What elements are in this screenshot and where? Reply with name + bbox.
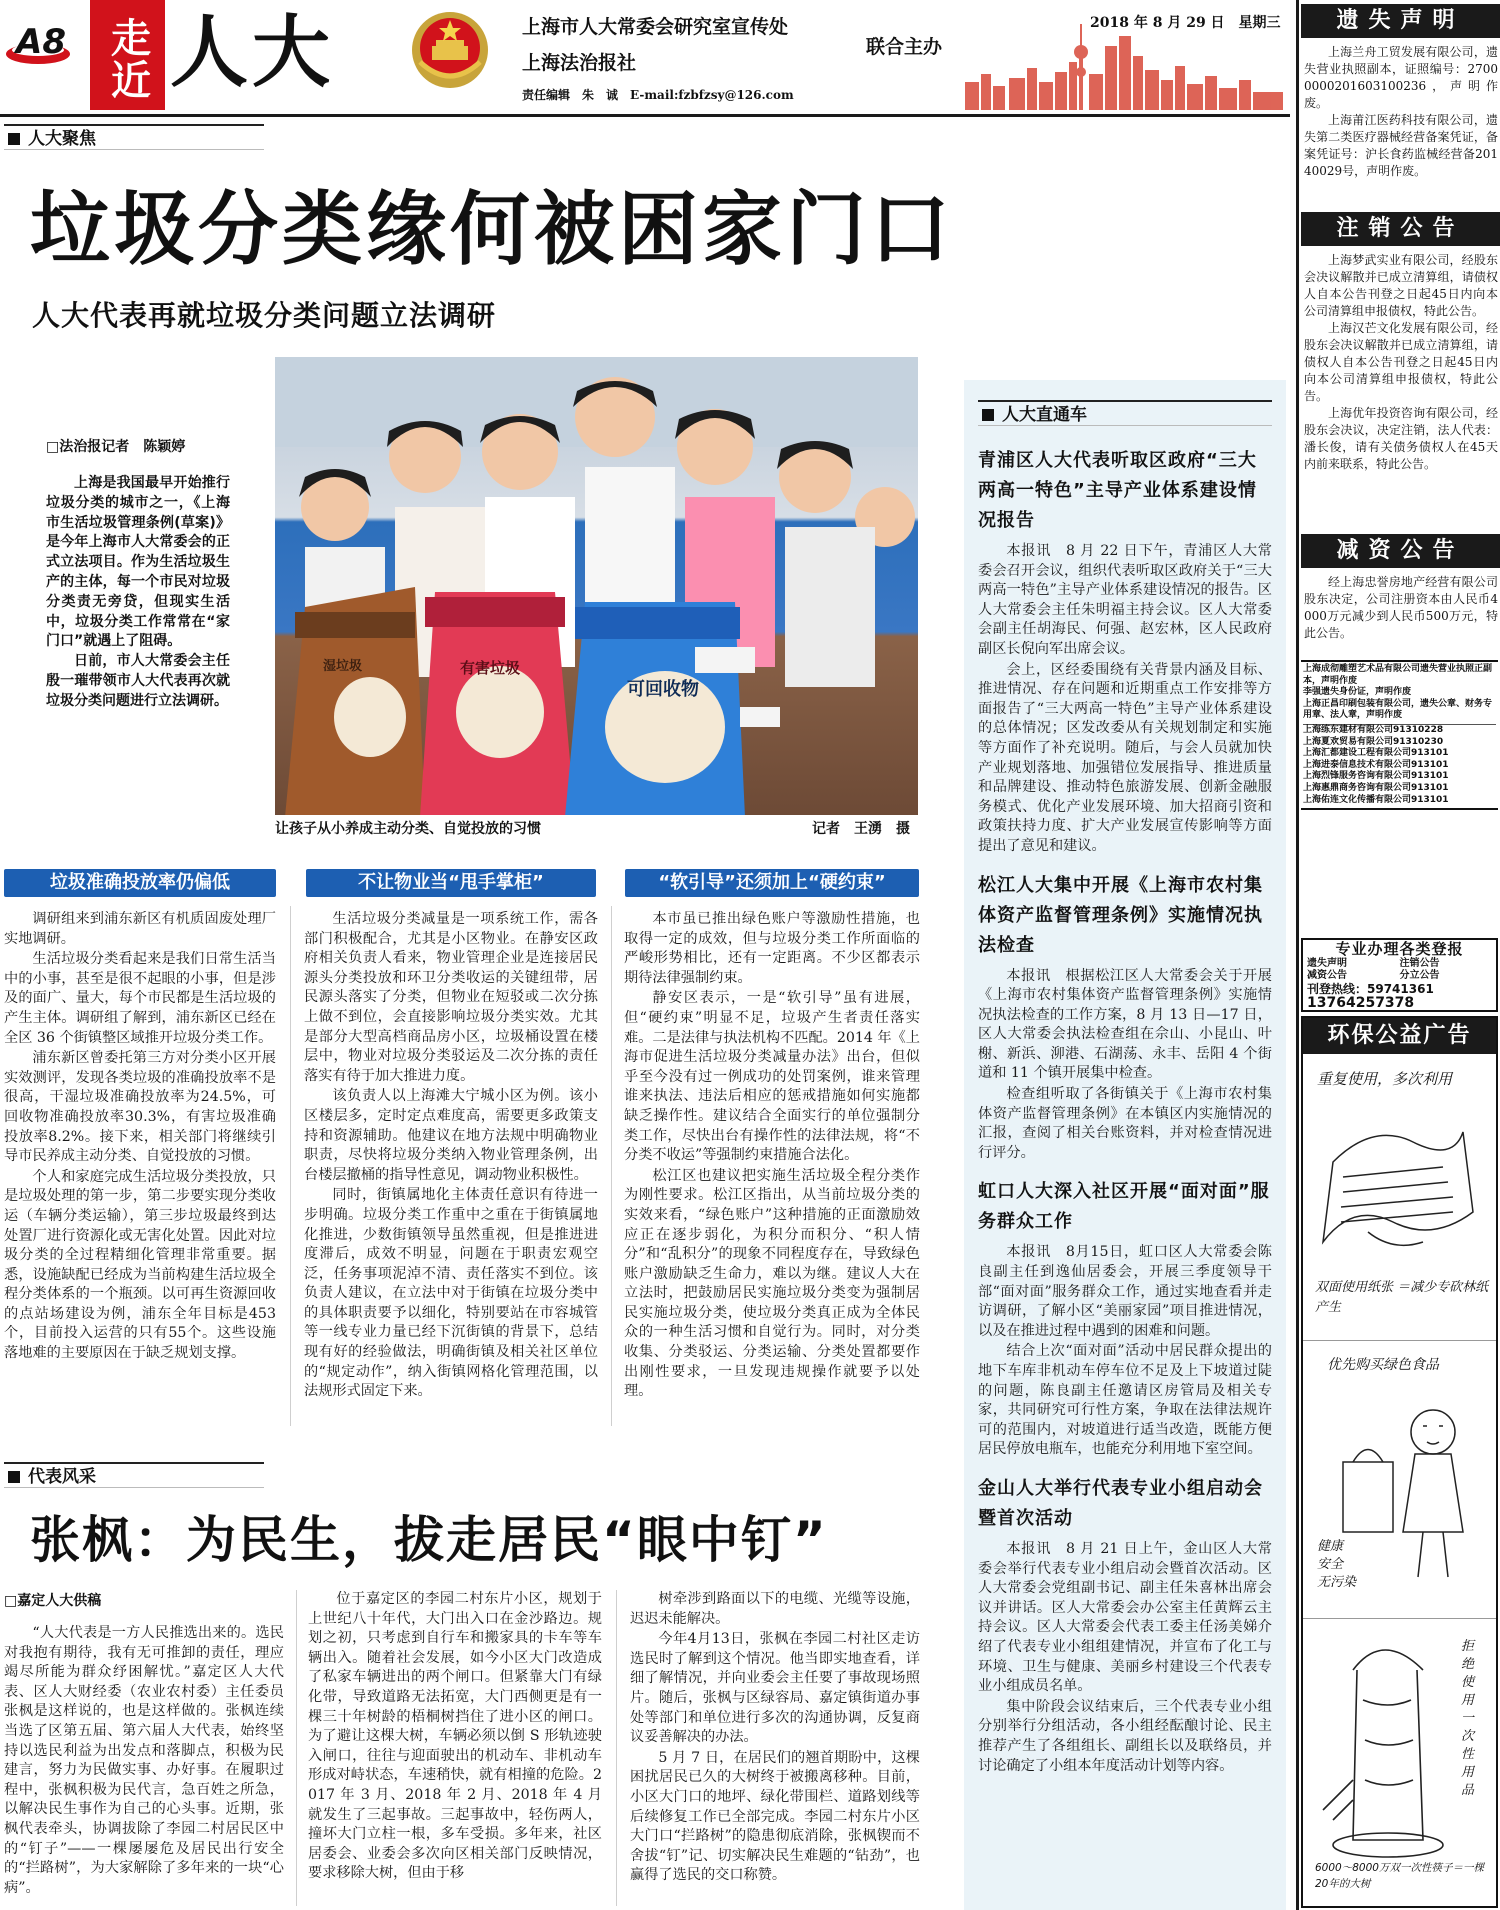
article-paragraph: 生活垃圾分类减量是一项系统工作，需各部门积极配合，尤其是小区物业。在静安区政府相关负责人看来，物业管理企业是连接居民源头分类投放和环卫分类收运的关键纽带，居民源头落实了分类，但物业在短驳或二次分拣上做不到位，会直接影响垃圾分类实效。尤其是部分大型高档商品房小区，垃圾桶设置在楼层中，物业对垃圾分类驳运及二次分拣的责任落实有待于加大推进力度。 — [304, 911, 598, 1084]
agency-ad-item: 分立公告 — [1399, 970, 1440, 981]
eco-ad — [1301, 1016, 1498, 1908]
eco-caption: 优先购买绿色食品 — [1327, 1357, 1439, 1373]
agency-ad-items — [1303, 958, 1496, 982]
classified-item: 上海成彻雕塑艺术品有限公司遗失营业执照正副本，声明作废 — [1303, 664, 1493, 686]
news-item-title: 松江人大集中开展《上海市农村集体资产监督管理条例》实施情况执法检查 — [978, 874, 1263, 956]
article-paragraph: 本报讯 8 月 21 日上午，金山区人大常委会举行代表专业小组启动会暨首次活动。区人大常委会党组副书记、副主任朱喜林出席会议并讲话。区人大常委会办公室主任黄辉云主持会议。区人大常委会代表工委主任汤美娣介绍了代表专业小组组建情况，并宣布了化工与环境、卫生与健康、美丽乡村建设三个代表专业小组成员名单。 — [978, 1540, 1272, 1695]
subhead-property: 不让物业当“甩手掌柜” — [306, 869, 596, 897]
article-paragraph: 同时，街镇属地化主体责任意识有待进一步明确。垃圾分类工作重中之重在于街镇属地化推进，少数街镇领导虽然重视，但是推进进度滞后，成效不明显，问题在于职责宏观空泛，任务事项泥淖不清、责任落实不到位。该负责人建议，在立法中对于街镇在垃圾分类中的具体职责要予以细化，特别要站在市容城管等一线专业力量已经下沉街镇的背景下，总结现有好的经验做法，明确街镇及相关社区单位的“规定动作”，纳入街镇网格化管理范围，以法规形式固定下来。 — [304, 1187, 598, 1400]
article-paragraph: “人大代表是一方人民推选出来的。选民对我抱有期待，我有无可推卸的责任，理应竭尽所能为群众纾困解忧。”嘉定区人大代表、区人大财经委（农业农村委）主任委员张枫是这样说的，也是这样做的。张枫连续当选了区第五届、第六届人大代表，始终坚持以选民利益为出发点和落脚点，积极为民建言，努力为民做实事、办好事。在履职过程中，张枫积极为民代言，急百姓之所急，以解决民生事作为自己的心头事。近期，张枫代表牵头，协调拔除了李园二村居民区中的“钉子”——一棵屡屡危及居民出行安全的“拦路树”，为大家解除了多年来的一块“心病”。 — [4, 1625, 284, 1896]
lead-column-1 — [4, 910, 276, 1365]
bin-label-recyclable: 可回收物 — [627, 679, 699, 700]
lead-intro — [46, 474, 230, 712]
article-paragraph: 5 月 7 日，在居民们的翘首期盼中，这棵困扰居民已久的大树终于被搬离移种。目前，小区大门口的地坪、绿化带围栏、道路划线等后续修复工作已全部完成。李园二村东片小区大门口“拦路树”的隐患彻底消除，张枫锲而不舍拔“钉”记、切实解决民生难题的“钻劲”，也赢得了选民的交口称赞。 — [630, 1749, 920, 1884]
news-item — [978, 1474, 1272, 1776]
classified-item: 上海进泰信息技术有限公司913101 — [1303, 759, 1449, 770]
lead-headline: 垃圾分类缘何被困家门口 — [30, 183, 954, 276]
article-paragraph: 本报讯 根据松江区人大常委会关于开展《上海市农村集体资产监督管理条例》实施情况执法检查的工作方案，8 月 13 日—17 日，区人大常委会执法检查组在佘山、小昆山、叶榭、新浜、泖港、石湖荡、永丰、岳阳 4 个街道和 11 个镇开展集中检查。 — [978, 967, 1272, 1082]
news-item-title: 虹口人大深入社区开展“面对面”服务群众工作 — [978, 1181, 1270, 1233]
editor-line: 责任编辑 朱 诚 E-mail:fzbfzsy@126.com — [522, 88, 794, 102]
notice-heading-cancel: 注销公告 — [1301, 212, 1500, 246]
bin-label-wet: 湿垃圾 — [323, 659, 363, 674]
notice-item: 上海优年投资咨询有限公司，经股东会决议，决定注销，法人代表：潘长俊，请有关债务债权人在45天内前来联系，特此公告。 — [1304, 406, 1498, 471]
page-number — [4, 20, 74, 68]
news-item-title: 青浦区人大代表听取区政府“三大两高一特色”主导产业体系建设情况报告 — [978, 450, 1257, 531]
agency-ad-title: 专业办理各类登报 — [1335, 940, 1464, 958]
section-tag-rep — [4, 1462, 264, 1488]
eco-caption: 拒绝使用一次性用品 — [1461, 1639, 1475, 1798]
sponsor-line-2: 上海法治报社 — [522, 52, 637, 74]
section-tag-focus-text: 人大聚焦 — [28, 129, 96, 149]
section-tag-through — [978, 400, 1272, 426]
photo-credit: 记者 王湧 摄 — [812, 821, 910, 837]
eco-divider — [1303, 1618, 1498, 1619]
lead-column-3 — [624, 910, 920, 1403]
issue-date: 2018 年 8 月 29 日 星期三 — [1090, 15, 1281, 31]
eco-caption: 6000～8000万双一次性筷子＝一棵20年的大树 — [1315, 1862, 1484, 1890]
classified-block — [1301, 660, 1498, 810]
national-emblem-icon — [410, 10, 490, 90]
article-paragraph: 会上，区经委围绕有关背景内涵及目标、推进情况、存在问题和近期重点工作安排等方面报告了“三大两高一特色”主导产业体系建设的总体情况；区发改委从有关规划制定和实施等方面作了补充说明。随后，与会人员就加快产业规划落地、加强错位发展指导、推进质量和品牌建设、推动特色旅游发展、创新金融服务模式、优化产业发展环境、加大招商引资和政策扶持力度、扩大产业发展宣传影响等方面提出了意见和建议。 — [978, 661, 1272, 854]
rep-byline: □嘉定人大供稿 — [4, 1593, 102, 1609]
article-paragraph: 位于嘉定区的李园二村东片小区，规划于上世纪八十年代，大门出入口在金沙路边。规划之初，只考虑到自行车和搬家具的卡车等车辆出入。随着社会发展，如今小区大门改造成了私家车辆进出的两个闸口。但紧靠大门有绿化带，导致道路无法拓宽，大门西侧更是有一棵三十年树龄的梧桐树挡住了进小区的闸口。为了避让这棵大树，车辆必须以倒 S 形轨迹驶入闸口，往往与迎面驶出的机动车、非机动车形成对峙状态，车速稍快，就有相撞的危险。2017 年 3 月、2018 年 2 月、2018 年 4 月就发生了三起事故。三起事故中，轻伤两人，撞坏大门立柱一根，多车受损。多年来，社区居委会、业委会多次向区相关部门反映情况，要求移除大树，但由于移 — [308, 1591, 602, 1882]
agency-ad-item: 遗失声明 — [1307, 958, 1347, 969]
lead-byline: □法治报记者 陈颖婷 — [46, 439, 186, 455]
sponsor-line-1: 上海市人大常委会研究室宣传处 — [522, 16, 789, 38]
through-train-list — [978, 446, 1272, 1777]
notice-cancel — [1304, 252, 1498, 473]
notice-lost — [1304, 44, 1498, 180]
agency-ad — [1301, 938, 1498, 1012]
classified-item: 上海练东建材有限公司91310228 — [1303, 724, 1496, 737]
article-paragraph: 集中阶段会议结束后，三个代表专业小组分别举行分组活动，各小组经酝酿讨论、民主推荐产生了各组组长、副组长以及联络员，并讨论确定了小组本年度活动计划等内容。 — [978, 1698, 1272, 1774]
article-paragraph: 浦东新区曾委托第三方对分类小区开展实效测评，发现各类垃圾的准确投放率不是很高，干湿垃圾准确投放率为24.5%，可回收物准确投放率30.3%，有害垃圾准确投放率8.2%。接下来，相关部门将继续引导市民养成主动分类、自觉投放的习惯。 — [4, 1050, 276, 1165]
notices-divider — [1296, 0, 1299, 1910]
eco-divider — [1303, 1340, 1498, 1341]
article-paragraph: 个人和家庭完成生活垃圾分类投放，只是垃圾处理的第一步，第二步要实现分类收运（车辆分类运输），第三步垃圾最终到达处置厂进行资源化或无害化处置。因此对垃圾分类的全过程精细化管理非常重要。据悉，设施缺配已经成为当前构建生活垃圾全程分类体系的一个瓶颈。以可再生资源回收的点站场建设为例，浦东全年目标是453个，目前投入运营的只有55个。这些设施落地难的主要原因在于缺乏规划支撑。 — [4, 1168, 276, 1362]
notice-heading-lost: 遗失声明 — [1301, 4, 1500, 38]
bin-label-hazardous: 有害垃圾 — [460, 659, 521, 677]
classified-item: 上海正昌印刷包装有限公司，遗失公章、财务专用章、法人章，声明作废 — [1303, 698, 1493, 721]
article-paragraph: 结合上次“面对面”活动中居民群众提出的地下车库非机动车停车位不足及上下坡道过陡的问题，陈良副主任邀请区房管局及相关专家，共同研究可行性方案，争取在法律法规许可的范围内，对坡道进行适当改造，既能方便居民停放电瓶车，也能充分利用地下室空间。 — [978, 1343, 1272, 1458]
classified-item: 李强遗失身份证，声明作废 — [1303, 687, 1412, 698]
section-tag-focus — [4, 124, 264, 150]
page-number-text: A8 — [16, 22, 66, 62]
notice-item: 上海汉芒文化发展有限公司，经股东会决议解散并已成立清算组，请债权人自本公告刊登之日起45日内向本公司清算组申报债权，特此公告。 — [1304, 321, 1498, 403]
article-paragraph: 该负责人以上海滩大宁城小区为例。该小区楼层多，定时定点难度高，需要更多政策支持和资源辅助。他建议在地方法规中明确物业职责，尽快将垃圾分类纳入物业管理条例，出台楼层撤桶的指导性意见，调动物业积极性。 — [304, 1088, 598, 1183]
notice-item: 经上海忠誉房地产经营有限公司股东决定，公司注册资本由人民币4000万元减少到人民币500万元，特此公告。 — [1304, 575, 1498, 640]
classified-item: 上海佑连文化传播有限公司913101 — [1303, 794, 1449, 805]
column-logo-black: 人大 — [170, 8, 335, 98]
section-tag-rep-text: 代表风采 — [28, 1467, 96, 1487]
notice-item: 上海梦武实业有限公司，经股东会决议解散并已成立清算组，请债权人自本公告刊登之日起45日内向本公司清算组申报债权，特此公告。 — [1304, 253, 1498, 318]
lead-subhead: 人大代表再就垃圾分类问题立法调研 — [32, 299, 497, 332]
classified-item: 上海烈锋服务咨询有限公司913101 — [1303, 771, 1449, 782]
shanghai-skyline-icon — [965, 22, 1285, 110]
rep-column-3 — [630, 1590, 920, 1887]
rep-column-1 — [4, 1624, 284, 1899]
eco-ad-title: 环保公益广告 — [1303, 1018, 1496, 1054]
news-item — [978, 1177, 1272, 1460]
article-paragraph: 本报讯 8 月 22 日下午，青浦区人大常委会召开会议，组织代表听取区政府关于“三大两高一特色”主导产业体系建设情况的报告。区人大常委会主任朱明福主持会议。区人大常委会副主任胡海民、何强、赵宏林，区人民政府副区长倪向军出席会议。 — [978, 543, 1272, 657]
notice-item: 上海兰舟工贸发展有限公司，遗失营业执照副本，证照编号：27000000201603100236，声明作废。 — [1304, 45, 1498, 110]
notice-item: 上海莆江医药科技有限公司，遗失第二类医疗器械经营备案凭证，备案凭证号：沪长食药监械经营备20140029号，声明作废。 — [1304, 113, 1498, 178]
column-logo-red — [90, 0, 165, 110]
notice-reduce — [1304, 574, 1498, 642]
subhead-soft-hard: “软引导”还须加上“硬约束” — [625, 869, 919, 897]
eco-caption: 双面使用纸张 ＝减少专砍林纸产生 — [1315, 1280, 1489, 1315]
classified-item: 上海汇都建设工程有限公司913101 — [1303, 748, 1449, 759]
article-paragraph: 树牵涉到路面以下的电缆、光缆等设施，迟迟未能解决。 — [630, 1591, 920, 1627]
masthead-rule — [0, 114, 1290, 117]
agency-ad-item: 注销公告 — [1399, 958, 1440, 969]
rep-headline: 张枫：为民生，拔走居民“眼中钉” — [30, 1511, 828, 1569]
agency-ad-phone: 刊登热线：59741361 — [1307, 982, 1434, 996]
notice-heading-reduce: 减资公告 — [1301, 534, 1500, 568]
article-paragraph: 本报讯 8月15日，虹口区人大常委会陈良副主任到逸仙居委会，开展三季度领导干部“面对面”服务群众工作，通过实地查看并走访调研，了解小区“美丽家园”项目推进情况，以及在推进过程中遇到的困难和问题。 — [978, 1244, 1272, 1339]
news-item — [978, 871, 1272, 1164]
article-paragraph: 检查组听取了各街镇关于《上海市农村集体资产监督管理条例》在本镇区内实施情况的汇报，查阅了相关台账资料，并对检查情况进行评分。 — [978, 1086, 1272, 1161]
agency-ad-mobile: 13764257378 — [1307, 995, 1415, 1011]
article-paragraph: 静安区表示，一是“软引导”虽有进展，但“硬约束”明显不足，垃圾产生者责任落实难。二是法律与执法机构不匹配。2014 年《上海市促进生活垃圾分类减量办法》出台，但似乎至今没有过一例成功的处罚案例，谁来管理谁来执法、违法后相应的惩戒措施如何实施都缺乏操作性。建议结合全面实行的单位强制分类工作，尽快出台有操作性的法律法规，将“不分类不收运”等强制约束措施合法化。 — [624, 990, 920, 1164]
lead-photo — [275, 357, 918, 815]
photo-caption: 让孩子从小养成主动分类、自觉投放的习惯 — [275, 821, 541, 837]
classified-item: 上海惠鼎商务咨询有限公司913101 — [1303, 782, 1449, 793]
paper-doodle-icon — [1313, 1102, 1488, 1276]
article-paragraph: 今年4月13日，张枫在李园二村社区走访选民时了解到这个情况。他当即实地查看，详细了解情况，并向业委会主任要了事故现场照片。随后，张枫与区绿容局、嘉定镇街道办事处等部门和单位进行多次的沟通协调，反复商议妥善解决的办法。 — [630, 1631, 920, 1746]
column-divider — [296, 1590, 297, 1906]
column-logo-red-text: 走近 — [104, 17, 151, 101]
column-divider — [290, 906, 291, 1426]
news-item-title: 金山人大举行代表专业小组启动会暨首次活动 — [978, 1477, 1263, 1529]
subhead-accuracy: 垃圾准确投放率仍偏低 — [4, 869, 276, 897]
article-paragraph: 松江区也建议把实施生活垃圾全程分类作为刚性要求。松江区指出，从当前垃圾分类的实效来看，“绿色账户”这种措施的正面激励效应正在逐步弱化，为积分而积分、“积人情分”和“乱积分”的现象不同程度存在，导致绿色账户激励缺乏生命力，难以为继。建议人大在立法时，把鼓励居民实施垃圾分类变为强制居民实施垃圾分类，使垃圾分类真正成为全体民众的一种生活习惯和自觉行为。同时，对分类收集、分类驳运、分类运输、分类处置都要作出刚性要求，一旦发现违规操作就要予以处理。 — [624, 1167, 920, 1400]
section-tag-through-text: 人大直通车 — [1002, 405, 1087, 425]
tree-stump-doodle-icon — [1313, 1630, 1453, 1884]
agency-ad-item: 减资公告 — [1307, 970, 1347, 981]
article-paragraph: 本市虽已推出绿色账户等激励性措施，也取得一定的成效，但与垃圾分类工作所面临的严峻形势相比，还有一定距离。不少区都表示期待法律强制约束。 — [624, 911, 920, 986]
article-paragraph: 调研组来到浦东新区有机质固废处理厂实地调研。 — [4, 911, 276, 947]
rep-column-2 — [308, 1590, 602, 1885]
eco-caption: 重复使用，多次利用 — [1317, 1070, 1453, 1088]
eco-caption: 健康 安全 无污染 — [1317, 1539, 1357, 1590]
lead-intro-para: 日前，市人大常委会主任殷一璀带领市人大代表再次就垃圾分类问题进行立法调研。 — [46, 653, 230, 709]
joint-sponsor: 联合主办 — [866, 36, 943, 58]
column-divider — [616, 1590, 617, 1906]
lead-intro-para: 上海是我国最早开始推行垃圾分类的城市之一，《上海市生活垃圾管理条例(草案)》是今年上海市人大常委会的正式立法项目。作为生活垃圾生产的主体，每一个市民对垃圾分类责无旁贷，但现实生活中，垃圾分类工作常常在“家门口”就遇上了阻碍。 — [46, 475, 230, 650]
article-paragraph: 生活垃圾分类看起来是我们日常生活当中的小事，甚至是很不起眼的小事，但是涉及的面广、量大，每个市民都是生活垃圾的产生主体。调研组了解到，浦东新区已经在全区 36 个街镇整区域推开垃圾分类工作。 — [4, 951, 276, 1046]
column-divider — [611, 906, 612, 1426]
lead-column-2 — [304, 910, 598, 1403]
news-item — [978, 446, 1272, 857]
classified-item: 上海夏欢贸易有限公司91310230 — [1303, 736, 1444, 747]
